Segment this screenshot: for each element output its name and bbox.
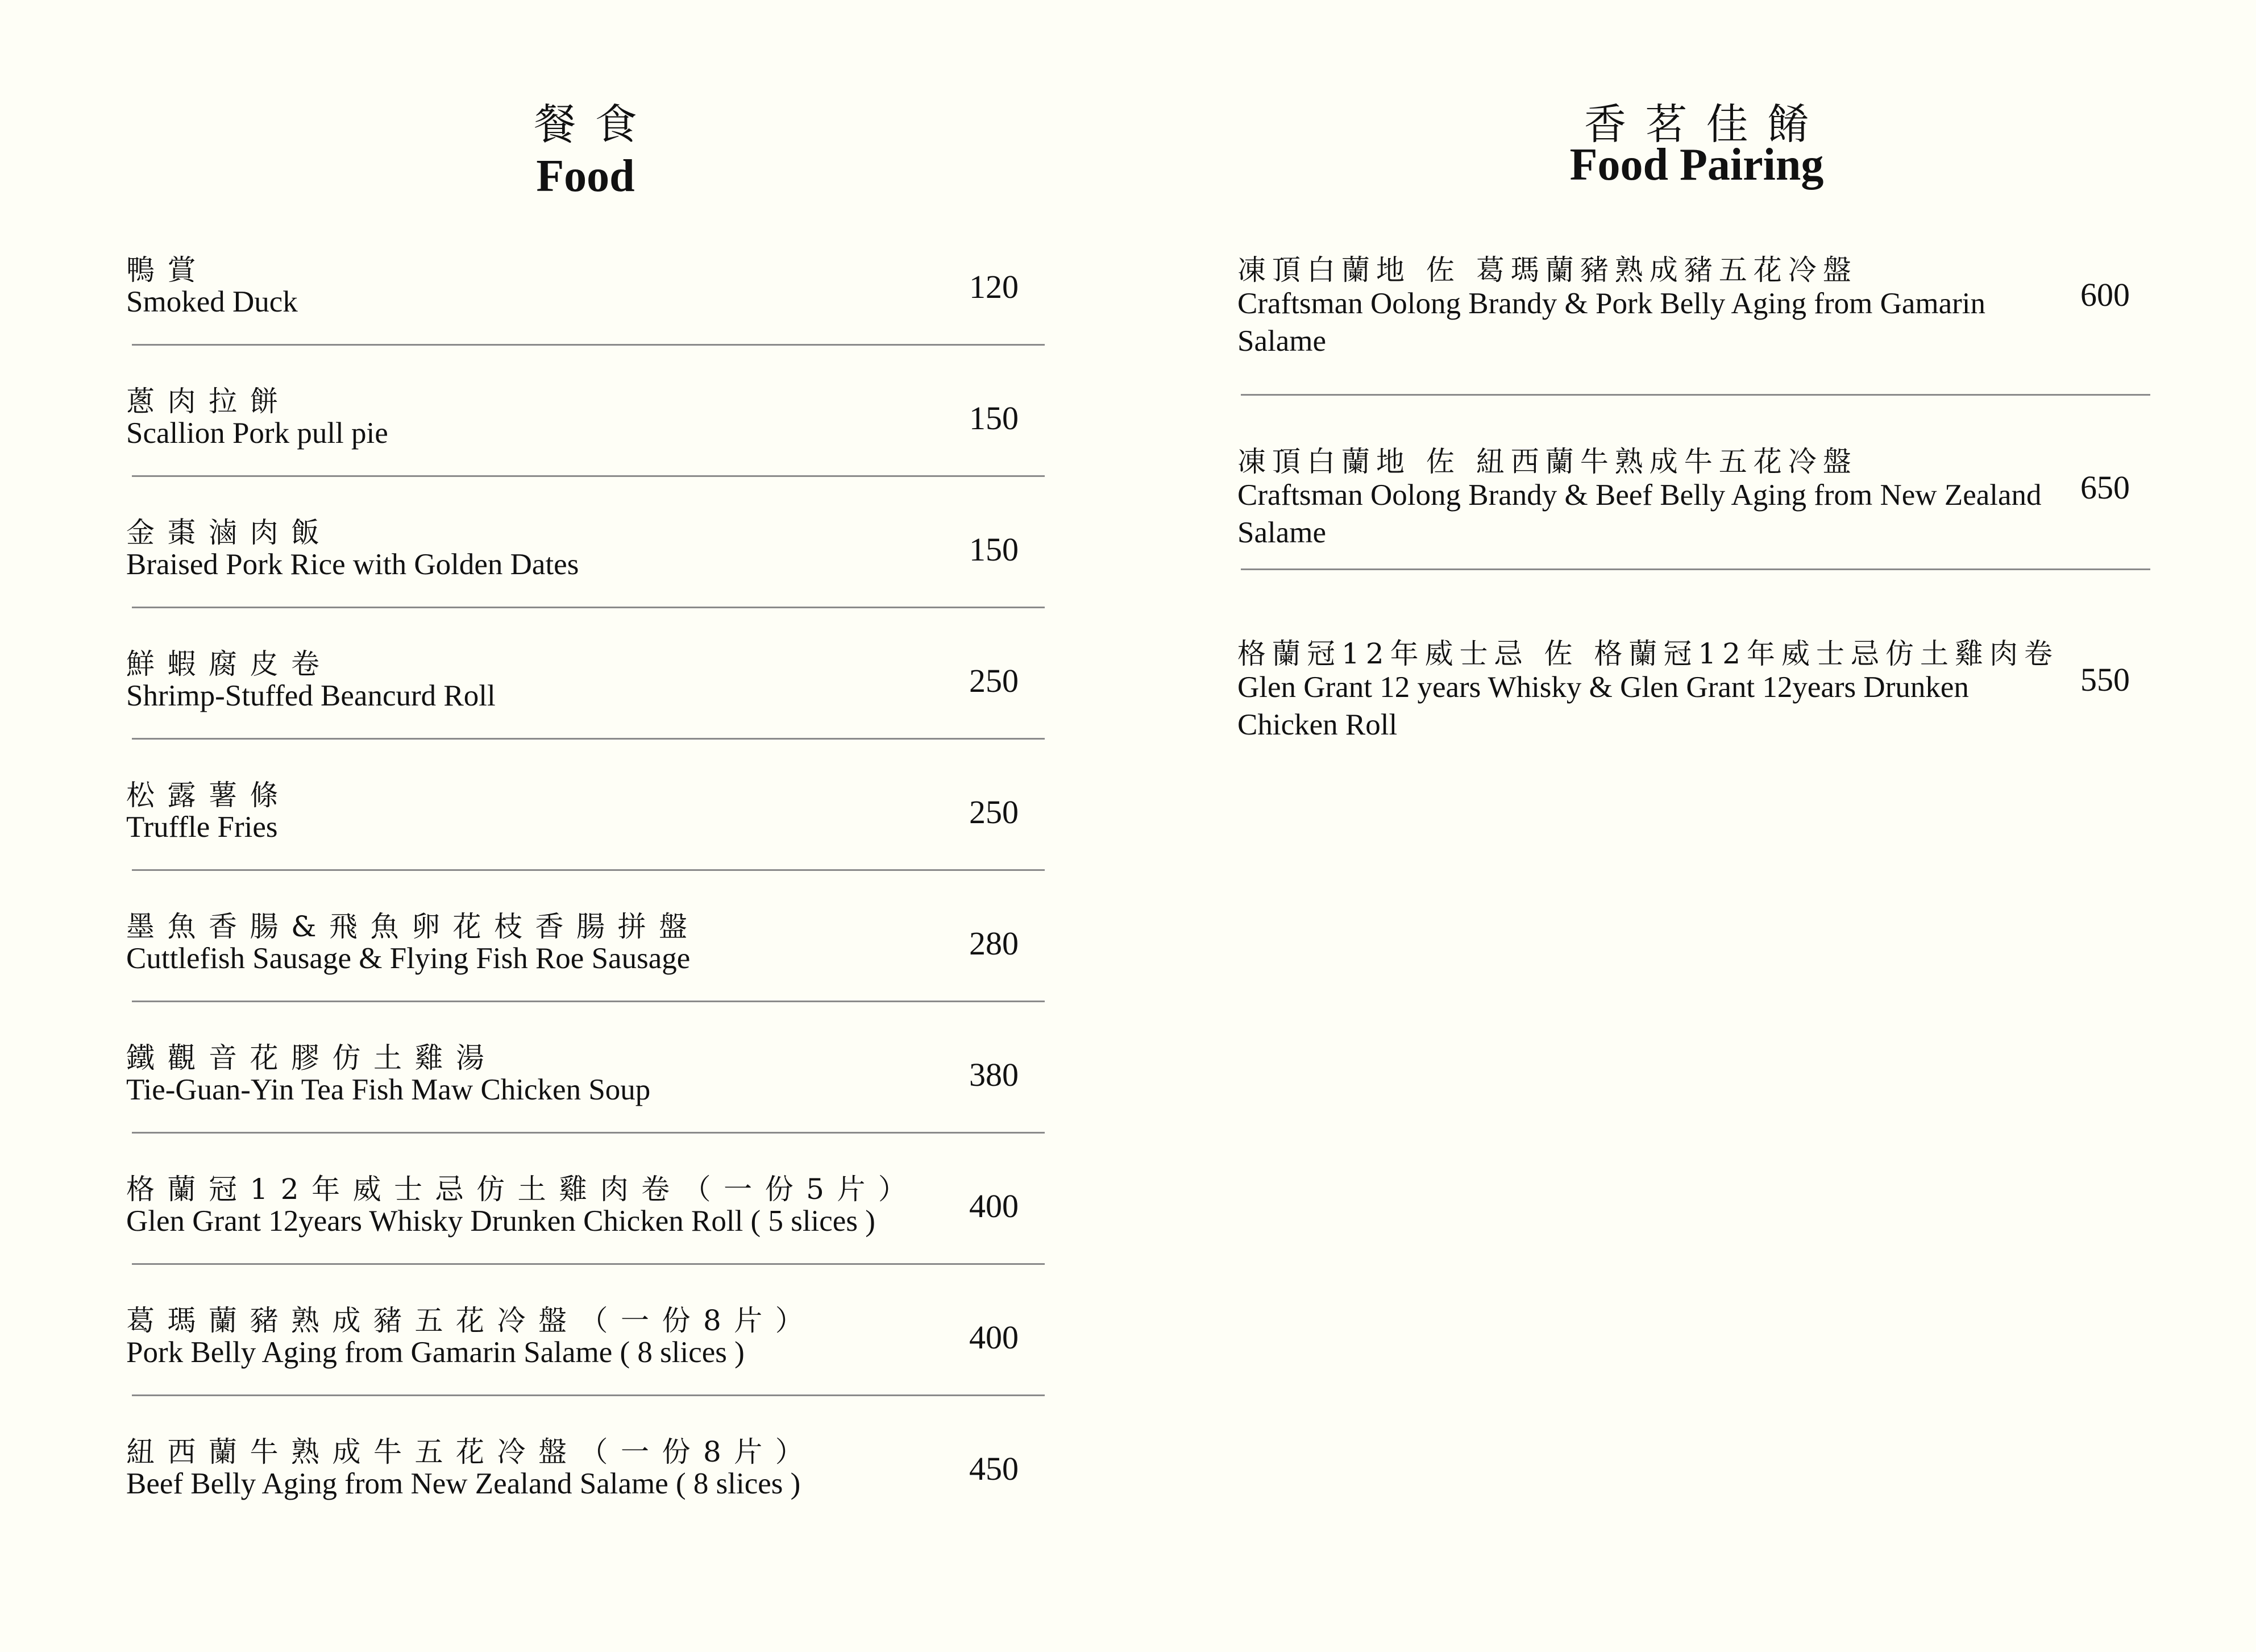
divider xyxy=(132,1394,1045,1396)
item-price: 250 xyxy=(969,794,1019,831)
divider xyxy=(132,738,1045,740)
item-name-zh: 墨魚香腸&飛魚卵花枝香腸拼盤 xyxy=(126,910,700,943)
item-name-en: Cuttlefish Sausage & Flying Fish Roe Sausage xyxy=(126,942,691,975)
item-name-zh: 葛瑪蘭豬熟成豬五花冷盤（一份8片） xyxy=(126,1304,817,1337)
item-name-en: Beef Belly Aging from New Zealand Salame ( 8 slices ) xyxy=(126,1467,801,1500)
item-name-zh: 鴨賞 xyxy=(126,254,209,287)
divider xyxy=(132,1132,1045,1134)
item-name-zh: 凍頂白蘭地 佐 葛瑪蘭豬熟成豬五花冷盤 xyxy=(1237,254,1858,287)
item-name-en: Braised Pork Rice with Golden Dates xyxy=(126,548,579,581)
item-name-zh: 紐西蘭牛熟成牛五花冷盤（一份8片） xyxy=(126,1435,817,1468)
item-name-en: Craftsman Oolong Brandy & Pork Belly Aging from Gamarin Salame xyxy=(1237,287,1985,358)
item-name-en: Shrimp-Stuffed Beancurd Roll xyxy=(126,679,496,712)
item-price: 400 xyxy=(969,1188,1019,1225)
divider xyxy=(132,475,1045,477)
item-name-zh: 松露薯條 xyxy=(126,779,291,812)
divider xyxy=(132,869,1045,871)
item-name-zh: 鐵觀音花膠仿土雞湯 xyxy=(126,1041,497,1074)
divider xyxy=(1241,394,2150,396)
item-price: 150 xyxy=(969,400,1019,437)
item-price: 400 xyxy=(969,1319,1019,1356)
food-title-zh: 餐食 xyxy=(534,100,656,149)
item-name-en: Tie-Guan-Yin Tea Fish Maw Chicken Soup xyxy=(126,1073,651,1106)
food-title-en: Food xyxy=(536,151,635,201)
item-name-zh: 格蘭冠12年威士忌 佐 格蘭冠12年威士忌仿土雞肉卷 xyxy=(1237,637,2059,670)
item-name-zh: 凍頂白蘭地 佐 紐西蘭牛熟成牛五花冷盤 xyxy=(1237,445,1858,478)
item-price: 600 xyxy=(2080,276,2130,313)
divider xyxy=(132,1001,1045,1002)
divider xyxy=(132,607,1045,608)
item-name-en: Glen Grant 12years Whisky Drunken Chicken Roll ( 5 slices ) xyxy=(126,1205,875,1238)
item-name-zh: 格蘭冠12年威士忌仿土雞肉卷（一份5片） xyxy=(126,1173,920,1206)
item-name-zh: 蔥肉拉餅 xyxy=(126,385,291,418)
item-price: 150 xyxy=(969,531,1019,568)
item-name-en: Craftsman Oolong Brandy & Beef Belly Aging from New Zealand Salame xyxy=(1237,479,2042,549)
item-price: 550 xyxy=(2080,661,2130,698)
item-price: 450 xyxy=(969,1450,1019,1487)
pairing-title-en: Food Pairing xyxy=(1569,140,1824,190)
item-price: 380 xyxy=(969,1056,1019,1093)
item-name-en: Pork Belly Aging from Gamarin Salame ( 8 slices ) xyxy=(126,1336,745,1369)
divider xyxy=(132,344,1045,346)
item-name-en: Smoked Duck xyxy=(126,285,298,318)
item-name-en: Scallion Pork pull pie xyxy=(126,417,388,450)
divider xyxy=(1241,568,2150,570)
item-price: 650 xyxy=(2080,469,2130,506)
item-name-zh: 金棗滷肉飯 xyxy=(126,516,333,549)
item-price: 120 xyxy=(969,268,1019,305)
divider xyxy=(132,1263,1045,1265)
item-name-zh: 鮮蝦腐皮卷 xyxy=(126,647,333,680)
item-price: 280 xyxy=(969,925,1019,962)
item-name-en: Glen Grant 12 years Whisky & Glen Grant 12years Drunken Chicken Roll xyxy=(1237,671,1969,741)
item-name-en: Truffle Fries xyxy=(126,811,278,844)
item-price: 250 xyxy=(969,662,1019,699)
pairing-title-zh: 香茗佳餚 xyxy=(1584,100,1829,149)
